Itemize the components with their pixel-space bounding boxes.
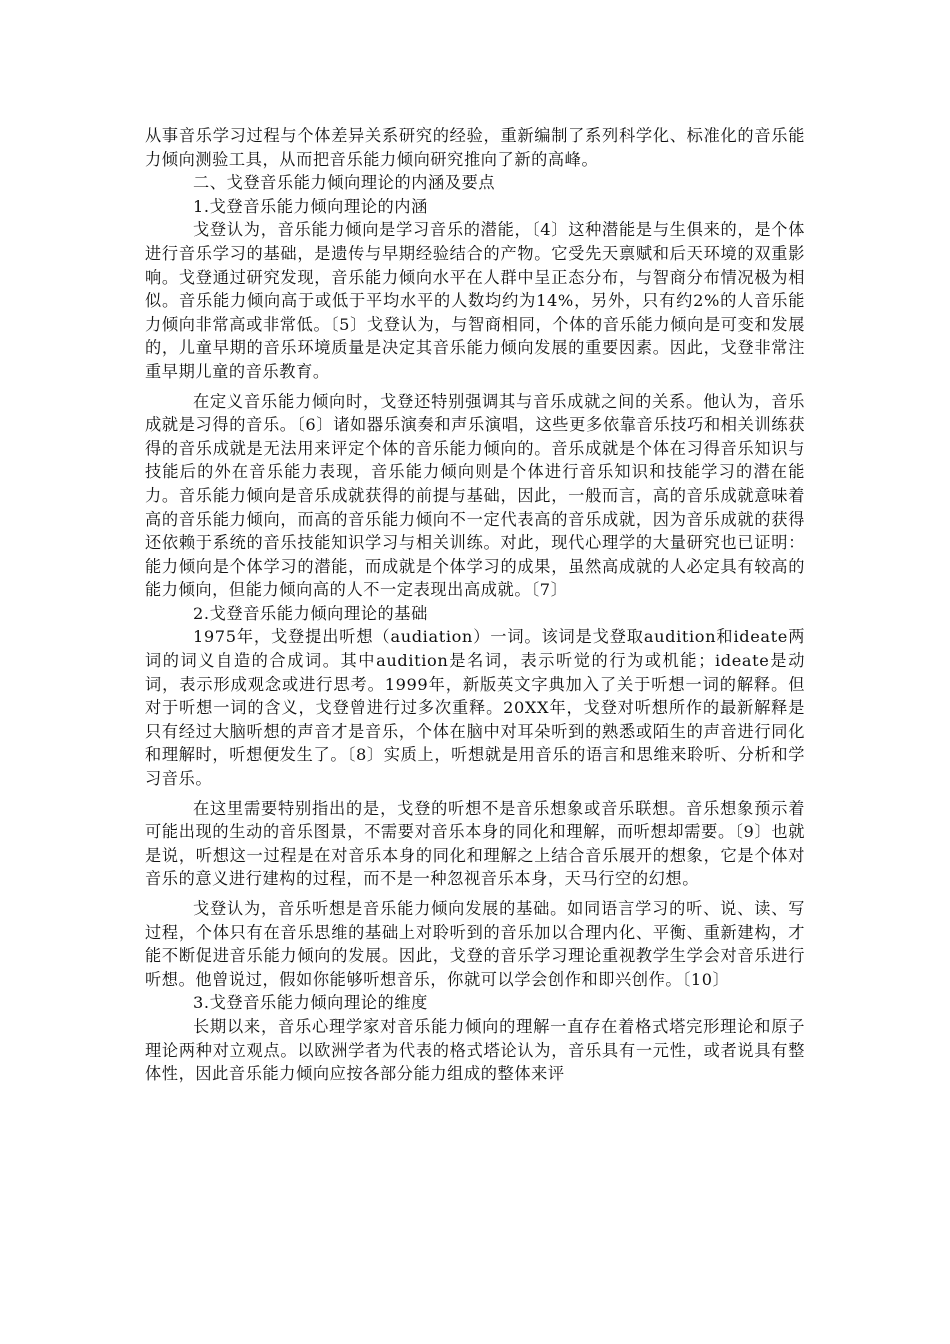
document-body (145, 124, 805, 1086)
paragraph-audiation: 1975年，戈登提出听想（audiation）一词。该词是戈登取audition和ideate两词的词义自造的合成词。其中audition是名词，表示听觉的行为或机能；ideate是动词，表示形成观念或进行思考。1999年，新版英文字典加入了关于听想一词的解释。但对于听想一词的含义，戈登曾进行过多次重释。20XX年，戈登对听想所作的最新解释是只有经过大脑听想的声音才是音乐，个体在脑中对耳朵听到的熟悉或陌生的声音进行同化和理解时，听想便发生了。〔8〕实质上，听想就是用音乐的语言和思维来聆听、分析和学习音乐。 (145, 627, 805, 789)
paragraph-achievement: 在定义音乐能力倾向时，戈登还特别强调其与音乐成就之间的关系。他认为，音乐成就是习得的音乐。〔6〕诸如器乐演奏和声乐演唱，这些更多依靠音乐技巧和相关训练获得的音乐成就是无法用来评定个体的音乐能力倾向的。音乐成就是个体在习得音乐知识与技能后的外在音乐能力表现，音乐能力倾向则是个体进行音乐知识和技能学习的潜在能力。音乐能力倾向是音乐成就获得的前提与基础，因此，一般而言，高的音乐成就意味着高的音乐能力倾向，而高的音乐能力倾向不一定代表高的音乐成就，因为音乐成就的获得还依赖于系统的音乐技能知识学习与相关训练。对此，现代心理学的大量研究也已证明：能力倾向是个体学习的潜能，而成就是个体学习的成果，虽然高成就的人必定具有较高的能力倾向，但能力倾向高的人不一定表现出高成就。〔7〕 (145, 391, 805, 600)
paragraph-dimensions: 长期以来，音乐心理学家对音乐能力倾向的理解一直存在着格式塔完形理论和原子理论两种对立观点。以欧洲学者为代表的格式塔论认为，音乐具有一元性，或者说具有整体性，因此音乐能力倾向应按各部分能力组成的整体来评 (145, 1016, 805, 1084)
paragraph-definition: 戈登认为，音乐能力倾向是学习音乐的潜能，〔4〕这种潜能是与生俱来的，是个体进行音乐学习的基础，是遗传与早期经验结合的产物。它受先天禀赋和后天环境的双重影响。戈登通过研究发现，音乐能力倾向水平在人群中呈正态分布，与智商分布情况极为相似。音乐能力倾向高于或低于平均水平的人数均约为14%，另外，只有约2%的人音乐能力倾向非常高或非常低。〔5〕戈登认为，与智商相同，个体的音乐能力倾向是可变和发展的，儿童早期的音乐环境质量是决定其音乐能力倾向发展的重要因素。因此，戈登非常注重早期儿童的音乐教育。 (145, 220, 805, 381)
section-heading-2: 二、戈登音乐能力倾向理论的内涵及要点 (193, 173, 496, 193)
subheading-1: 1.戈登音乐能力倾向理论的内涵 (193, 196, 428, 216)
paragraph-audiation-foundation: 戈登认为，音乐听想是音乐能力倾向发展的基础。如同语言学习的听、说、读、写过程，个体只有在音乐思维的基础上对聆听到的音乐加以合理内化、平衡、重新建构，才能不断促进音乐能力倾向的发展。因此，戈登的音乐学习理论重视教学生学会对音乐进行听想。他曾说过，假如你能够听想音乐，你就可以学会创作和即兴创作。〔10〕 (145, 899, 805, 989)
paragraph-audiation-distinction: 在这里需要特别指出的是，戈登的听想不是音乐想象或音乐联想。音乐想象预示着可能出现的生动的音乐图景，不需要对音乐本身的同化和理解，而听想却需要。〔9〕也就是说，听想这一过程是在对音乐本身的同化和理解之上结合音乐展开的想象，它是个体对音乐的意义进行建构的过程，而不是一种忽视音乐本身，天马行空的幻想。 (145, 798, 805, 889)
paragraph-continuation: 从事音乐学习过程与个体差异关系研究的经验，重新编制了系列科学化、标准化的音乐能力倾向测验工具，从而把音乐能力倾向研究推向了新的高峰。 (145, 126, 805, 169)
subheading-3: 3.戈登音乐能力倾向理论的维度 (193, 993, 428, 1013)
subheading-2: 2.戈登音乐能力倾向理论的基础 (193, 603, 428, 623)
